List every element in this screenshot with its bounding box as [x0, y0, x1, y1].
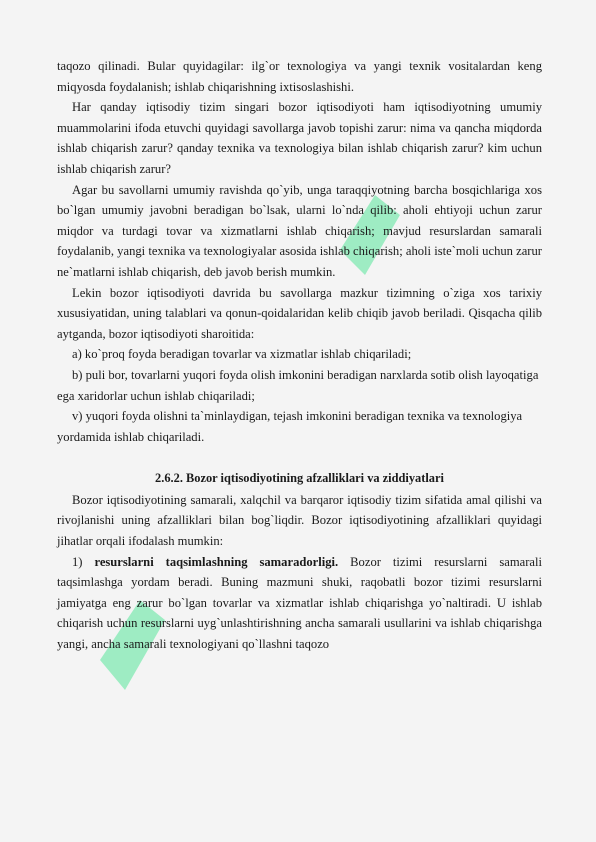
paragraph-3: Agar bu savollarni umumiy ravishda qo`yib, unga taraqqiyotning barcha bosqichlariga xos bo`lgan umumiy javobni beradigan bo`lsak, ularni lo`nda qilib: aholi ehtiyoji uchun zarur miqdor va turdagi tovar va xizmatlarni ishlab chiqarish; mavjud resurslardan samarali foydalanib, yangi texnika va texnologiyalar asosida ishlab chiqarish; aholi iste`moli uchun zarur ne`matlarni ishlab chiqarish, deb javob berish mumkin.: [57, 182, 542, 279]
paragraph-6-number: 1): [72, 554, 95, 569]
paragraph-6-text: Bozor tizimi resurslarni samarali taqsimlashga yordam beradi. Buning mazmuni shuki, raqobatli bozor tizimi resurslarni jamiyatga eng zarur bo`lgan tovarlar va xizmatlar ishlab chiqarishga yo`naltiradi. U ishlab chiqarish uchun resurslarni uyg`unlashtirishning ancha samarali usullarini va ishlab chiqarishga yangi, ancha samarali texnologiyani qo`llashni taqozo: [57, 554, 542, 652]
paragraph-2: Har qanday iqtisodiy tizim singari bozor iqtisodiyoti ham iqtisodiyotning umumiy muammolarini ifoda etuvchi quyidagi savollarga javob topishi zarur: nima va qancha miqdorda ishlab chiqarish zarur? qanday texnika va texnologiya bilan ishlab chiqarish zarur? kim uchun ishlab chiqarish zarur?: [57, 100, 542, 176]
list-item-b: b) puli bor, tovarlarni yuqori foyda olish imkonini beradigan narxlarda sotib olish layoqatiga ega xaridorlar uchun ishlab chiqariladi;: [57, 367, 539, 403]
paragraph-4: Lekin bozor iqtisodiyoti davrida bu savollarga mazkur tizimning o`ziga xos tarixiy xususiyatidan, uning talablari va qonun-qoidalaridan kelib chiqib javob beriladi. Qisqacha qilib aytganda, bozor iqtisodiyoti sharoitida:: [57, 285, 542, 341]
paragraph-6-bold-term: resurslarni taqsimlashning samaradorligi.: [94, 554, 339, 569]
section-heading: 2.6.2. Bozor iqtisodiyotining afzalliklari va ziddiyatlari: [155, 471, 444, 486]
paragraph-6: [57, 552, 542, 655]
page-text: [57, 56, 542, 655]
list-item-v: v) yuqori foyda olishni ta`minlaydigan, tejash imkonini beradigan texnika va texnologiya yordamida ishlab chiqariladi.: [57, 409, 523, 444]
list-item-a: a) ko`proq foyda beradigan tovarlar va xizmatlar ishlab chiqariladi;: [72, 347, 412, 362]
paragraph-5: Bozor iqtisodiyotining samarali, xalqchil va barqaror iqtisodiy tizim sifatida amal qilishi va rivojlanishi uning afzalliklari bilan bog`liqdir. Bozor iqtisodiyotining afzalliklari quyidagi jihatlar orqali ifodalash mumkin:: [57, 492, 542, 549]
paragraph-1: taqozo qilinadi. Bular quyidagilar: ilg`or texnologiya va yangi texnik vositalardan keng miqyosda foydalanish; ishlab chiqarishning ixtisoslashishi.: [57, 59, 542, 94]
